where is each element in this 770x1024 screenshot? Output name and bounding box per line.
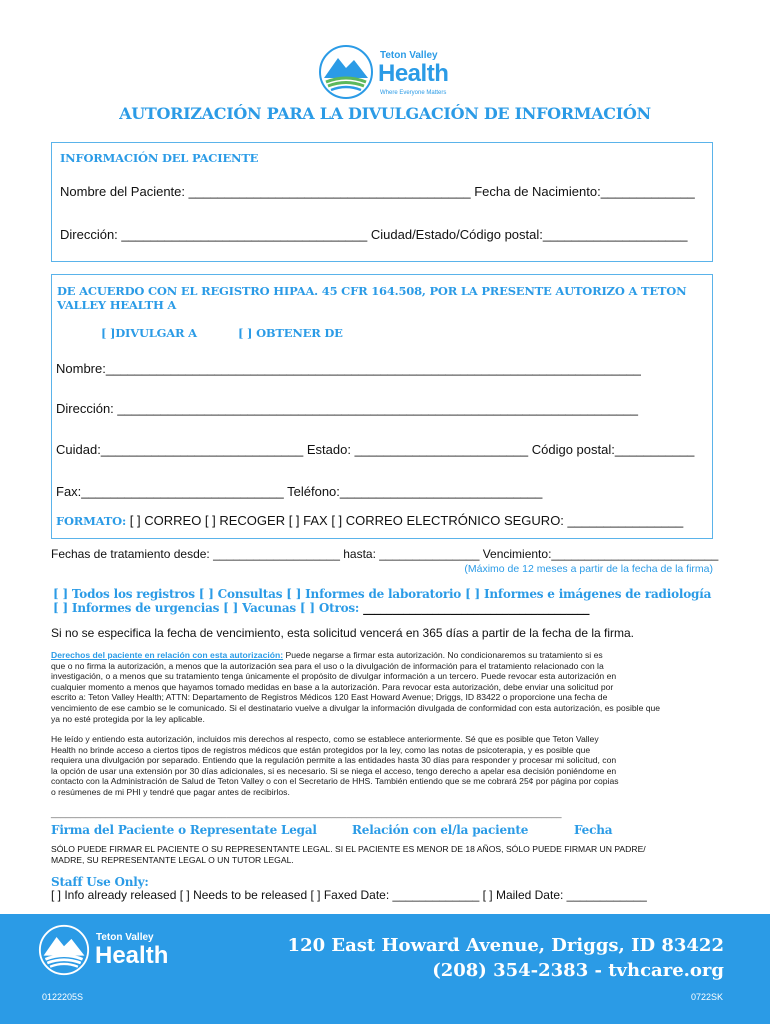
other-records-field[interactable]: _______________________________________ [363, 601, 590, 615]
patient-address-row [60, 227, 688, 242]
patient-city-field[interactable]: ____________________ [542, 227, 688, 242]
recipient-city-label: Cuidad: [56, 442, 101, 457]
records-options-line2 [53, 601, 589, 615]
recipient-state-field[interactable]: ________________________ [354, 442, 529, 457]
records-options-line2-text[interactable]: [ ] Informes de urgencias [ ] Vacunas [ ] Otros: [53, 601, 364, 615]
relation-label: Relación con el/la paciente [352, 823, 529, 837]
rights-heading: Derechos del paciente en relación con esta autorización: [51, 650, 284, 660]
recipient-city-row [56, 442, 694, 457]
rights-line: que o no firma la autorización, a menos que la autorización sea para el uso o la divulgación de información para el tratamiento relacionado con la [51, 660, 604, 671]
logo-name-small: Teton Valley [380, 50, 438, 61]
phone-label: Teléfono: [287, 484, 340, 499]
dob-label: Fecha de Nacimiento: [474, 184, 601, 199]
rights-paragraph [51, 650, 660, 724]
footer-logo-name-big: Health [95, 942, 169, 969]
staff-use-title: Staff Use Only: [51, 875, 149, 889]
recipient-city-field[interactable]: ____________________________ [100, 442, 304, 457]
footer-logo-name-small: Teton Valley [96, 932, 154, 943]
logo-name-big: Health [378, 60, 449, 87]
signature-line[interactable]: ______________________________________________________________________________________________________ [51, 808, 562, 818]
rights-line: Puede negarse a firmar esta autorización. No condicionaremos su tratamiento si es [283, 650, 603, 660]
rights-line: cualquier momento a menos que hayamos tomado medidas en base a la autorización. Para revocar esta autorización, debe enviar una solicitud por [51, 681, 614, 692]
page-title: AUTORIZACIÓN PARA LA DIVULGACIÓN DE INFORMACIÓN [119, 104, 651, 123]
signature-note-line: MADRE, SU REPRESENTANTE LEGAL O UN TUTOR LEGAL. [51, 854, 294, 865]
auth-title-line1: DE ACUERDO CON EL REGISTRO HIPAA. 45 CFR 164.508, POR LA PRESENTE AUTORIZO A TETON [57, 284, 687, 298]
signature-note [51, 844, 646, 865]
footer-logo-icon [38, 924, 90, 976]
recipient-address-field[interactable]: ________________________________________________________________________ [117, 401, 638, 416]
footer-contact: (208) 354-2383 - tvhcare.org [432, 960, 724, 981]
auth-title-line2: VALLEY HEALTH A [57, 298, 177, 312]
logo [318, 44, 458, 104]
date-label: Fecha [574, 823, 613, 837]
rights-line: investigación, o a menos que su tratamiento tenga únicamente el propósito de divulgar información a un tercero. Puede revocar esta autorización en [51, 671, 617, 682]
ack-line: He leído y entiendo esta autorización, incluidos mis derechos al respecto, como se establece anteriormente. Sé que es posible que Teton Valley [51, 734, 599, 744]
treatment-dates-row[interactable]: Fechas de tratamiento desde: ___________________ hasta: _______________ Vencimiento:_________________________ [51, 547, 719, 561]
footer-code-left: 0122205S [42, 992, 84, 1002]
ack-line: Health no brinde acceso a ciertos tipos de registros médicos que están protegidos por la ley, como las notas de psicoterapia, y es posible que [51, 744, 591, 755]
rights-line: vencimiento de ese cambio se le comunicado. Si el destinatario vuelve a divulgar la información divulgada de conformidad con esta autorización, es posible que [51, 702, 661, 713]
obtain-checkbox[interactable]: [ ] OBTENER DE [238, 326, 343, 340]
ack-line: contacto con la Administración de Salud de Teton Valley o con el Secretario de HHS. También entiendo que se me cobrará 25¢ por página por copias [51, 776, 619, 787]
records-options-line1[interactable]: [ ] Todos los registros [ ] Consultas [ ] Informes de laboratorio [ ] Informes e imágenes de radiología [53, 587, 712, 601]
patient-address-field[interactable]: __________________________________ [121, 227, 368, 242]
patient-name-label: Nombre del Paciente: [60, 184, 189, 199]
recipient-address-label: Dirección: [56, 401, 118, 416]
recipient-state-label: Estado: [306, 442, 355, 457]
recipient-name-field[interactable]: __________________________________________________________________________ [105, 361, 641, 376]
acknowledgement-paragraph [51, 734, 619, 798]
mountain-logo-icon [318, 44, 374, 100]
ack-line: o resúmenes de mi PHI y tendré que pagar antes de recibirlos. [51, 786, 290, 797]
fax-label: Fax: [56, 484, 82, 499]
rights-line: escrito a: Teton Valley Health; ATTN: Departamento de Registros Médicos 120 East Howard Avenue; Driggs, ID 83422 o proporcione una fecha de [51, 692, 608, 703]
signer-label: Firma del Paciente o Representate Legal [51, 823, 317, 837]
format-options[interactable]: [ ] CORREO [ ] RECOGER [ ] FAX [ ] CORREO ELECTRÓNICO SEGURO: [129, 513, 568, 528]
fax-field[interactable]: ____________________________ [81, 484, 284, 499]
recipient-name-row [56, 361, 641, 376]
recipient-contact-row [56, 484, 542, 499]
disclose-checkbox[interactable]: [ ]DIVULGAR A [101, 326, 197, 340]
ack-line: la opción de usar una extensión por 30 días adicionales, si es necesario. Si se niega el acceso, tengo derecho a apelar esa decisión poniéndome en [51, 765, 617, 776]
format-row [56, 512, 683, 530]
logo-tagline: Where Everyone Matters [380, 90, 447, 96]
dob-field[interactable]: _____________ [600, 184, 695, 199]
recipient-name-label: Nombre: [56, 361, 106, 376]
patient-address-label: Dirección: [60, 227, 122, 242]
footer-address: 120 East Howard Avenue, Driggs, ID 83422 [287, 935, 724, 956]
max-period-note: (Máximo de 12 meses a partir de la fecha de la firma) [464, 563, 713, 575]
staff-use-options[interactable]: [ ] Info already released [ ] Needs to be released [ ] Faxed Date: _____________ [ ] Mailed Date: ____________ [51, 888, 647, 902]
rights-line: ya no esté protegida por la ley aplicable. [51, 713, 205, 724]
format-label: FORMATO: [56, 514, 130, 528]
recipient-zip-field[interactable]: ___________ [614, 442, 695, 457]
patient-section-title: INFORMACIÓN DEL PACIENTE [60, 151, 259, 165]
patient-name-field[interactable]: _______________________________________ [188, 184, 471, 199]
patient-city-label: Ciudad/Estado/Código postal: [370, 227, 543, 242]
footer [0, 914, 770, 1024]
footer-code-right: 0722SK [690, 992, 723, 1002]
signature-note-line: SÓLO PUEDE FIRMAR EL PACIENTE O SU REPRESENTANTE LEGAL. SI EL PACIENTE ES MENOR DE 18 AÑOS, SÓLO PUEDE FIRMAR UN PADRE/ [51, 844, 646, 854]
recipient-zip-label: Código postal: [531, 442, 615, 457]
patient-name-row [60, 184, 695, 199]
expiry-note: Si no se especifica la fecha de vencimiento, esta solicitud vencerá en 365 días a partir de la fecha de la firma. [51, 626, 634, 640]
ack-line: requiera una divulgación por separado. Entiendo que la regulación permite a las entidades hasta 30 días para responder y procesar mi solicitud, con [51, 755, 617, 766]
phone-field[interactable]: ____________________________ [339, 484, 543, 499]
recipient-address-row [56, 401, 638, 416]
secure-email-field[interactable]: ________________ [567, 513, 684, 528]
